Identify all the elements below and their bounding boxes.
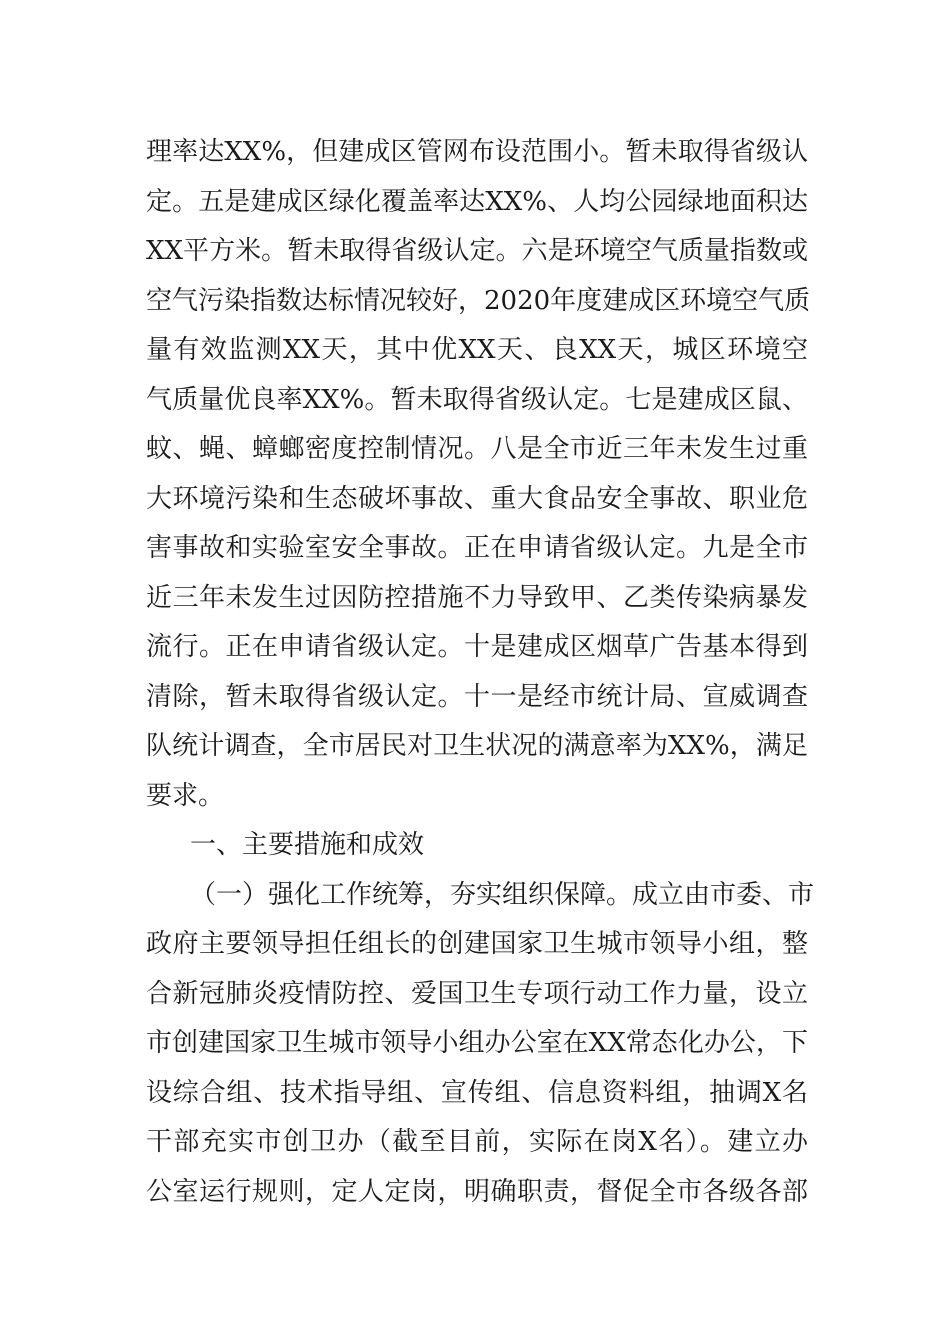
text-line: 大环境污染和生态破坏事故、重大食品安全事故、职业危 [146,483,808,514]
text-line: 蚊、蝇、蟑螂密度控制情况。八是全市近三年未发生过重 [146,434,808,464]
text-line: 市创建国家卫生城市领导小组办公室在XX常态化办公，下 [146,1028,808,1058]
document-body [146,128,815,1217]
text-line: 流行。正在申请省级认定。十是建成区烟草广告基本得到 [146,632,808,662]
text-line: 公室运行规则，定人定岗，明确职责，督促全市各级各部 [146,1176,808,1207]
text-line: 理率达XX%，但建成区管网布设范围小。暂未取得省级认 [146,137,808,167]
text-line: 空气污染指数达标情况较好，2020年度建成区环境空气质 [146,285,811,316]
text-line: 要求。 [146,780,225,811]
text-line: 设综合组、技术指导组、宣传组、信息资料组，抽调X名 [146,1077,808,1108]
text-line: 近三年未发生过因防控措施不力导致甲、乙类传染病暴发 [146,582,808,613]
text-line: 一、主要措施和成效 [190,830,425,860]
text-line: 政府主要领导担任组长的创建国家卫生城市领导小组，整 [146,929,808,959]
text-line: 量有效监测XX天，其中优XX天、良XX天，城区环境空 [146,335,808,365]
text-line: XX平方米。暂未取得省级认定。六是环境空气质量指数或 [146,236,808,266]
text-line: 合新冠肺炎疫情防控、爱国卫生专项行动工作力量，设立 [146,978,808,1009]
text-line: 干部充实市创卫办（截至目前，实际在岗X名）。建立办 [146,1127,808,1157]
text-line: 气质量优良率XX%。暂未取得省级认定。七是建成区鼠、 [146,384,808,415]
text-line: 队统计调查，全市居民对卫生状况的满意率为XX%，满足 [146,731,808,761]
text-line: 清除，暂未取得省级认定。十一是经市统计局、宣威调查 [146,681,808,712]
text-line: 定。五是建成区绿化覆盖率达XX%、人均公园绿地面积达 [146,186,808,217]
text-line: （一）强化工作统筹，夯实组织保障。成立由市委、市 [190,879,815,910]
text-line: 害事故和实验室安全事故。正在申请省级认定。九是全市 [146,533,808,563]
